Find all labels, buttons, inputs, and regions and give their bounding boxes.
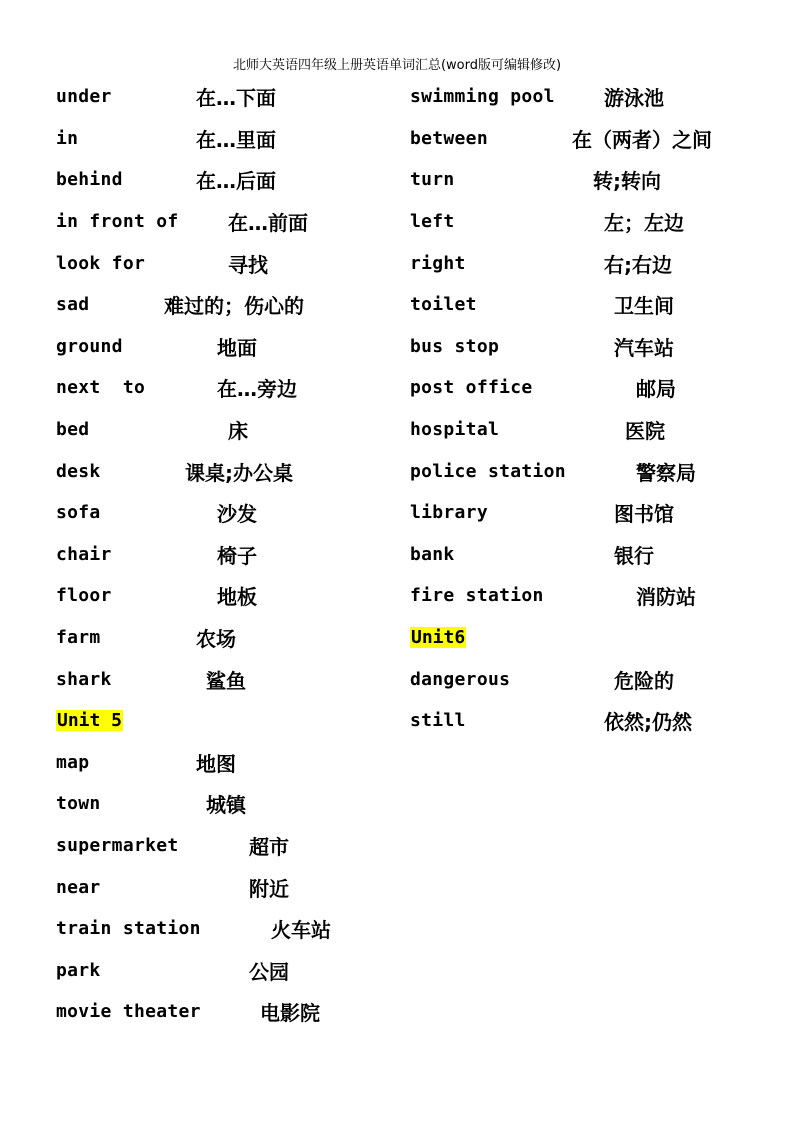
vocab-row [56, 949, 396, 991]
english-word: farm [56, 627, 101, 649]
chinese-meaning: 卫生间 [614, 294, 674, 319]
vocab-row [56, 242, 396, 284]
vocab-row [56, 367, 396, 409]
chinese-meaning: 附近 [249, 876, 289, 901]
chinese-meaning: 课桌;办公桌 [185, 460, 293, 485]
chinese-meaning: 游泳池 [604, 86, 664, 111]
english-word: next to [56, 377, 146, 399]
vocab-row [410, 201, 750, 243]
english-word: supermarket [56, 834, 179, 856]
english-word: hospital [410, 419, 500, 441]
vocab-row [410, 242, 750, 284]
english-word: right [410, 252, 466, 274]
chinese-meaning: 城镇 [206, 793, 246, 818]
english-word: behind [56, 169, 123, 191]
english-word: ground [56, 335, 123, 357]
english-word: bed [56, 419, 90, 441]
english-word: between [410, 127, 488, 149]
vocab-row [56, 492, 396, 534]
english-word: fire station [410, 585, 544, 607]
page-header: 北师大英语四年级上册英语单词汇总(word版可编辑修改) [232, 58, 562, 73]
chinese-meaning: 邮局 [636, 377, 676, 402]
english-word: still [410, 710, 466, 732]
vocab-row [410, 409, 750, 451]
chinese-meaning: 鲨鱼 [206, 668, 246, 693]
english-word: bus stop [410, 335, 500, 357]
english-word: map [56, 751, 90, 773]
vocab-row [410, 700, 750, 742]
vocab-row [410, 159, 750, 201]
unit-heading: Unit 5 [57, 710, 123, 732]
english-word: in [56, 127, 79, 149]
vocab-row [410, 76, 750, 118]
english-word: dangerous [410, 668, 511, 690]
vocab-row [56, 159, 396, 201]
english-word: train station [56, 918, 201, 940]
english-word: park [56, 959, 101, 981]
vocab-row [56, 908, 396, 950]
chinese-meaning: 椅子 [217, 543, 257, 568]
vocab-row [410, 575, 750, 617]
english-word: desk [56, 460, 101, 482]
chinese-meaning: 寻找 [228, 252, 268, 277]
vocab-row [56, 991, 396, 1033]
chinese-meaning: 汽车站 [614, 335, 674, 360]
vocab-row [410, 367, 750, 409]
english-word: movie theater [56, 1001, 201, 1023]
vocab-row [410, 534, 750, 576]
left-column [56, 76, 396, 1033]
chinese-meaning: 超市 [249, 834, 289, 859]
vocab-row [410, 284, 750, 326]
english-word: shark [56, 668, 112, 690]
chinese-meaning: 电影院 [260, 1001, 320, 1026]
chinese-meaning: 公园 [249, 959, 289, 984]
chinese-meaning: 难过的；伤心的 [164, 294, 304, 319]
chinese-meaning: 地板 [217, 585, 257, 610]
english-word: near [56, 876, 101, 898]
chinese-meaning: 在…前面 [228, 211, 308, 236]
english-word: library [410, 502, 488, 524]
english-word: toilet [410, 294, 477, 316]
english-word: police station [410, 460, 566, 482]
vocab-row [56, 76, 396, 118]
chinese-meaning: 地图 [196, 751, 236, 776]
unit-heading-row [410, 617, 750, 659]
unit-heading: Unit6 [411, 627, 466, 649]
unit-heading-row [56, 700, 396, 742]
vocab-row [410, 326, 750, 368]
vocab-row [56, 825, 396, 867]
vocab-row [56, 783, 396, 825]
chinese-meaning: 图书馆 [614, 502, 674, 527]
chinese-meaning: 左；左边 [604, 211, 684, 236]
chinese-meaning: 危险的 [614, 668, 674, 693]
english-word: post office [410, 377, 533, 399]
chinese-meaning: 消防站 [636, 585, 696, 610]
english-word: sofa [56, 502, 101, 524]
english-word: floor [56, 585, 112, 607]
vocab-row [410, 450, 750, 492]
chinese-meaning: 沙发 [217, 502, 257, 527]
chinese-meaning: 火车站 [271, 918, 331, 943]
vocab-row [56, 742, 396, 784]
right-column [410, 76, 750, 742]
chinese-meaning: 地面 [217, 335, 257, 360]
english-word: swimming pool [410, 86, 555, 108]
chinese-meaning: 银行 [614, 543, 654, 568]
chinese-meaning: 在（两者）之间 [572, 127, 712, 152]
chinese-meaning: 警察局 [636, 460, 696, 485]
chinese-meaning: 在…旁边 [217, 377, 297, 402]
english-word: left [410, 211, 455, 233]
vocab-row [56, 575, 396, 617]
chinese-meaning: 医院 [625, 419, 665, 444]
vocab-row [56, 201, 396, 243]
chinese-meaning: 在…里面 [196, 127, 276, 152]
english-word: sad [56, 294, 90, 316]
english-word: under [56, 86, 112, 108]
chinese-meaning: 在…下面 [196, 86, 276, 111]
vocab-row [410, 492, 750, 534]
vocab-row [56, 534, 396, 576]
vocab-row [56, 658, 396, 700]
english-word: chair [56, 543, 112, 565]
vocab-row [56, 617, 396, 659]
vocab-row [410, 118, 750, 160]
english-word: town [56, 793, 101, 815]
vocab-row [56, 866, 396, 908]
vocab-row [56, 118, 396, 160]
chinese-meaning: 床 [228, 419, 248, 444]
chinese-meaning: 依然;仍然 [604, 710, 692, 735]
vocab-row [56, 284, 396, 326]
english-word: bank [410, 543, 455, 565]
chinese-meaning: 转;转向 [593, 169, 661, 194]
chinese-meaning: 右;右边 [604, 252, 672, 277]
chinese-meaning: 农场 [196, 627, 236, 652]
chinese-meaning: 在…后面 [196, 169, 276, 194]
english-word: turn [410, 169, 455, 191]
english-word: look for [56, 252, 146, 274]
vocab-row [56, 409, 396, 451]
vocab-row [56, 450, 396, 492]
vocab-row [410, 658, 750, 700]
vocab-row [56, 326, 396, 368]
english-word: in front of [56, 211, 179, 233]
